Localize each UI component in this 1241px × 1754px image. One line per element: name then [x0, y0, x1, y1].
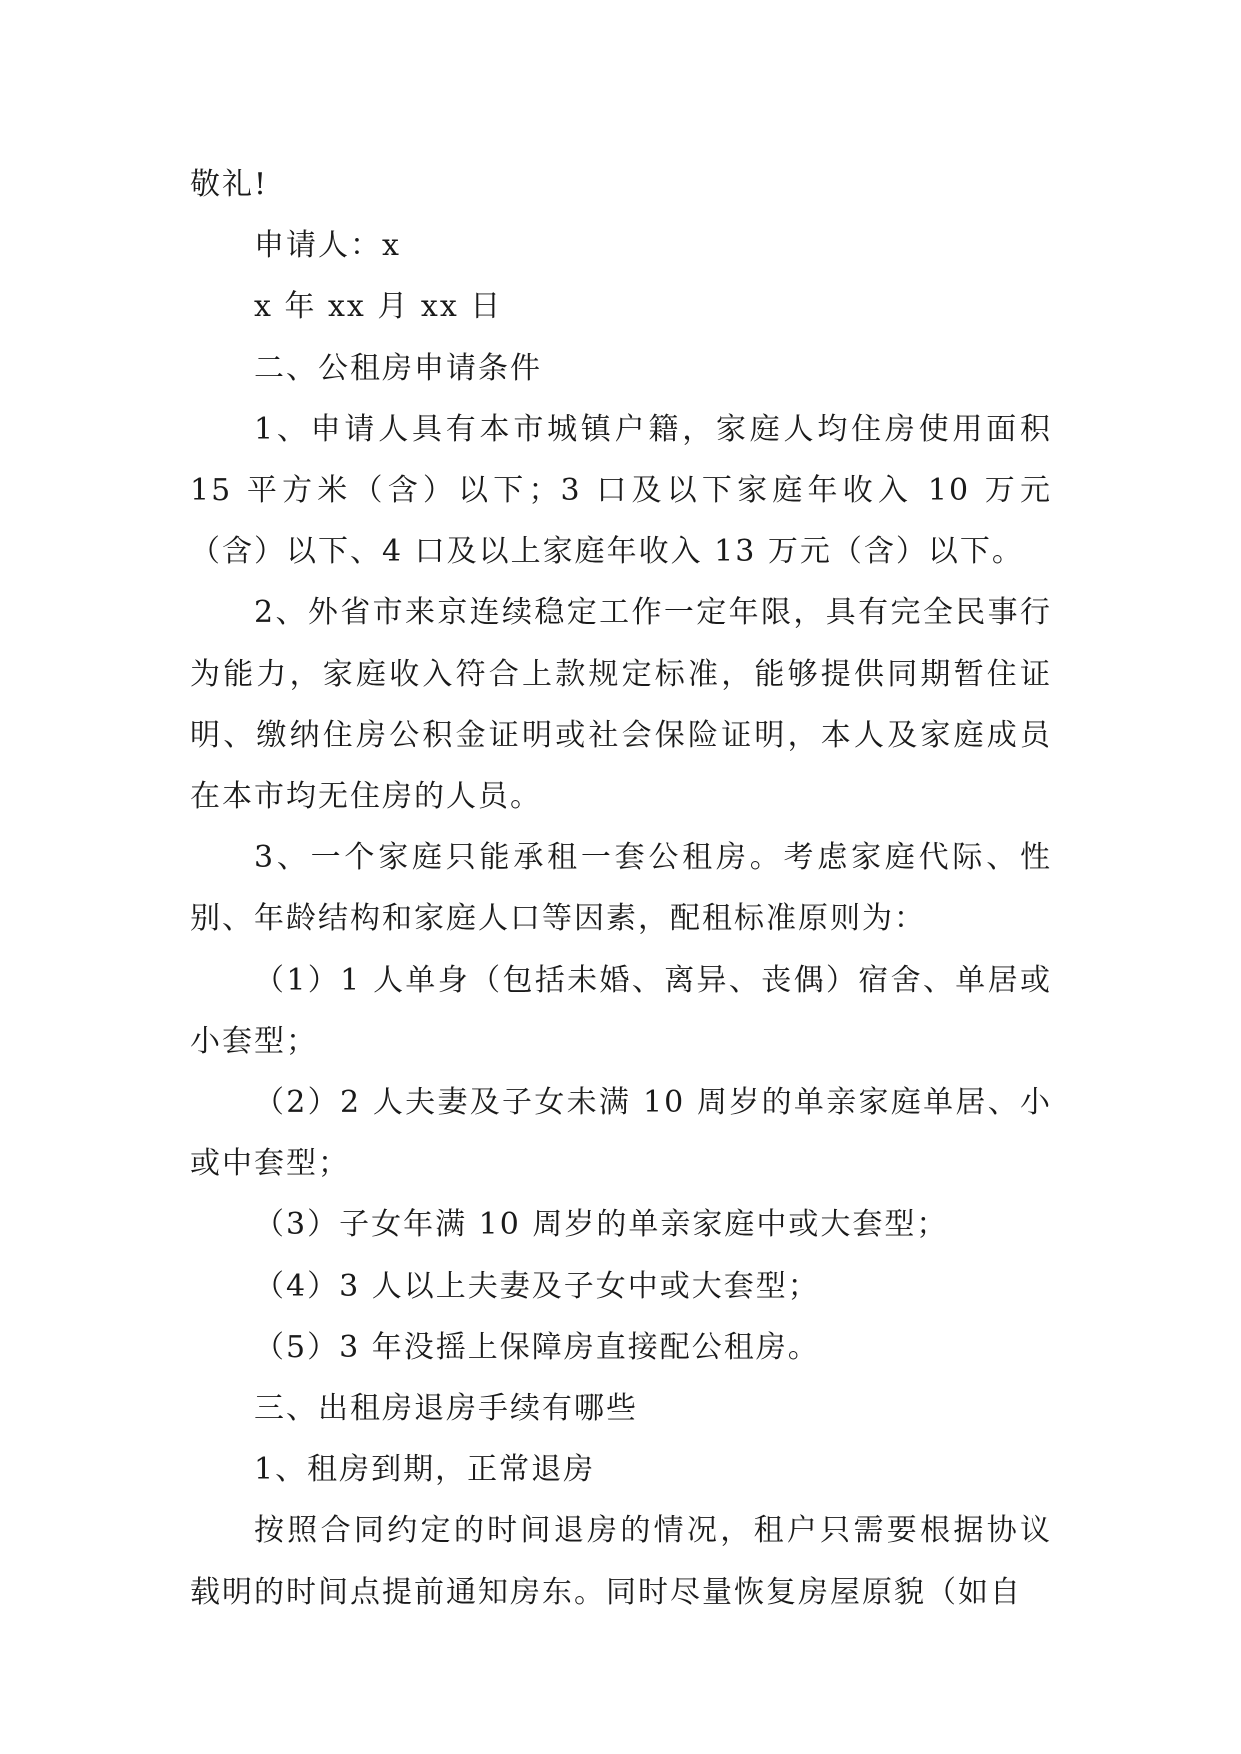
list-item: （1）1 人单身（包括未婚、离异、丧偶）宿舍、单居或小套型；: [190, 962, 1052, 1059]
paragraph: 2、外省市来京连续稳定工作一定年限，具有完全民事行为能力，家庭收入符合上款规定标准，能够提供同期暂住证明、缴纳住房公积金证明或社会保险证明，本人及家庭成员在本市均无住房的人员。: [190, 595, 1052, 815]
closing-salutation: 敬礼!: [190, 167, 269, 202]
applicant-line: 申请人：x: [254, 228, 401, 264]
paragraph: 3、一个家庭只能承租一套公租房。考虑家庭代际、性别、年龄结构和家庭人口等因素，配租标准原则为：: [190, 840, 1052, 937]
subheading: 1、租房到期，正常退房: [254, 1452, 596, 1488]
section-heading-2: 二、公租房申请条件: [254, 350, 542, 386]
list-item: （5）3 年没摇上保障房直接配公租房。: [254, 1329, 820, 1365]
paragraph: 1、申请人具有本市城镇户籍，家庭人均住房使用面积 15 平方米（含）以下；3 口及以下家庭年收入 10 万元（含）以下、4 口及以上家庭年收入 13 万元（含）以下。: [190, 411, 1052, 570]
section-heading-3: 三、出租房退房手续有哪些: [254, 1391, 638, 1427]
document-body: [190, 154, 1052, 1623]
list-item: （2）2 人夫妻及子女未满 10 周岁的单亲家庭单居、小或中套型；: [190, 1085, 1052, 1182]
list-item: （4）3 人以上夫妻及子女中或大套型；: [254, 1268, 820, 1304]
date-line: x 年 xx 月 xx 日: [254, 289, 503, 325]
list-item: （3）子女年满 10 周岁的单亲家庭中或大套型；: [254, 1207, 949, 1243]
paragraph: 按照合同约定的时间退房的情况，租户只需要根据协议载明的时间点提前通知房东。同时尽量恢复房屋原貌（如自: [190, 1513, 1052, 1610]
